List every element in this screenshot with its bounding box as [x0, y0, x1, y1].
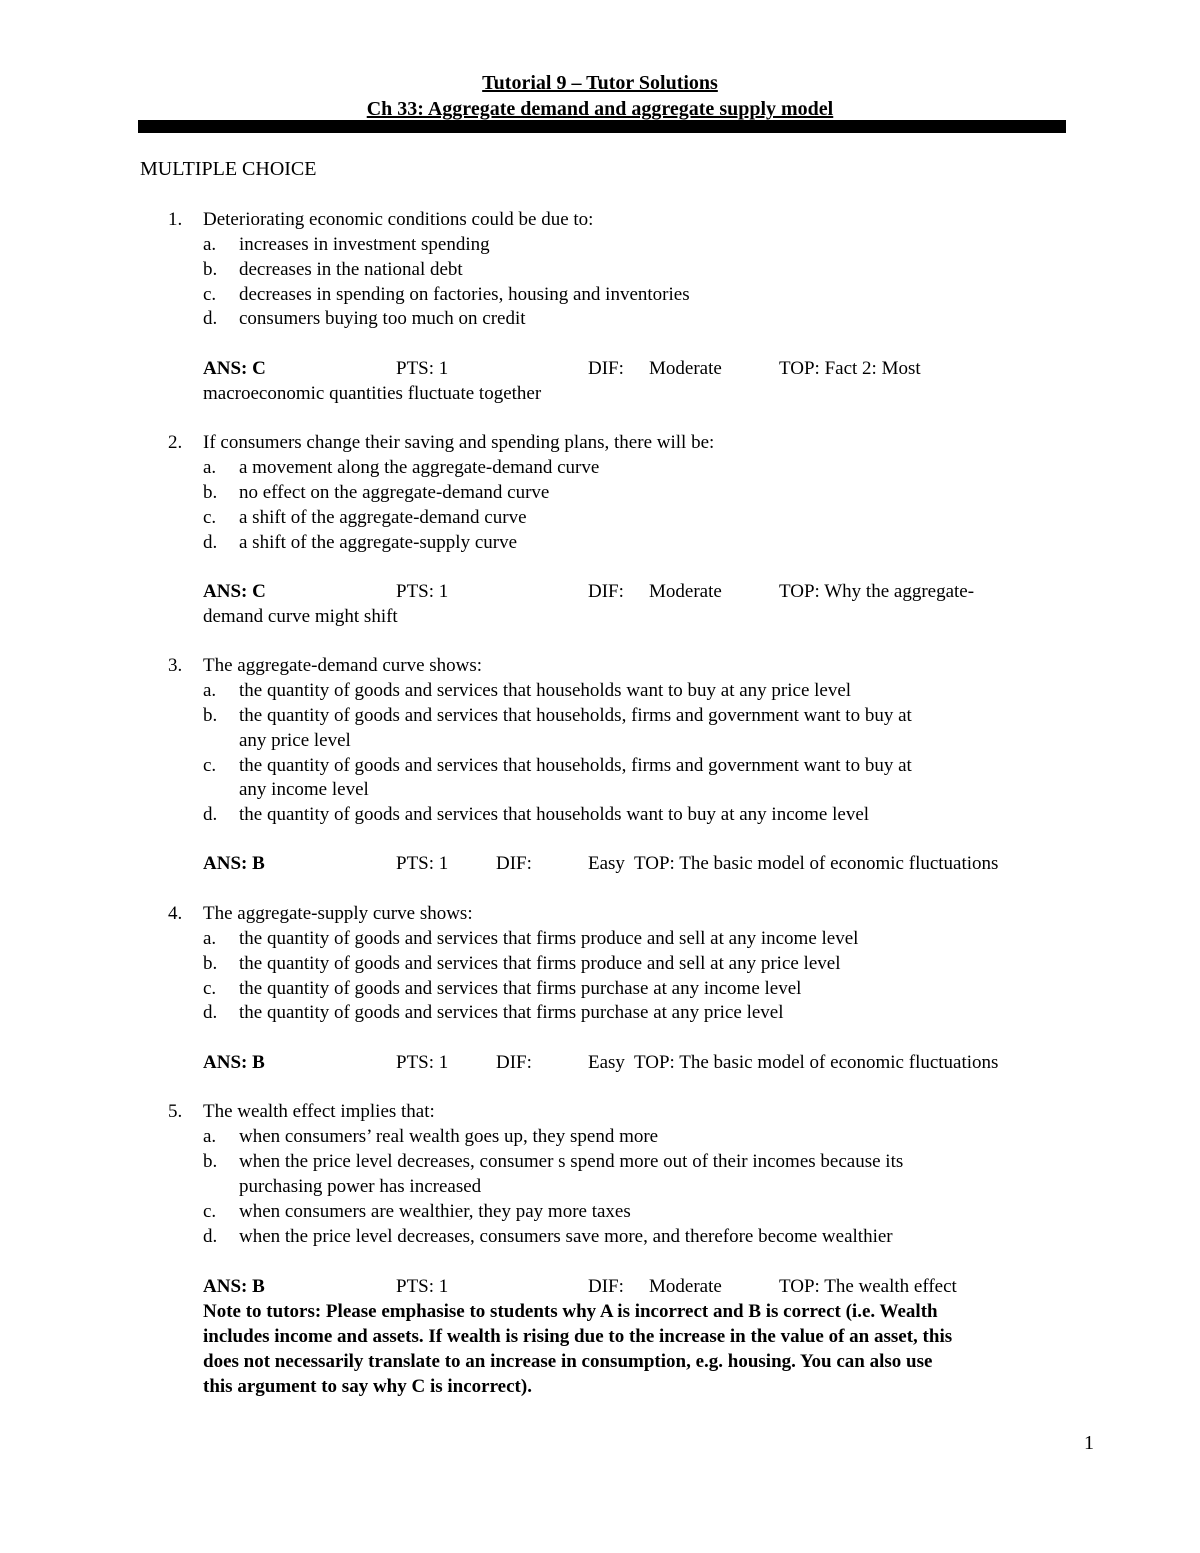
option-text: the quantity of goods and services that households, firms and government want to buy at: [239, 705, 912, 726]
header-rule: [138, 120, 1066, 133]
option-text: when consumers’ real wealth goes up, they spend more: [239, 1126, 659, 1147]
option-letter: a.: [203, 457, 217, 478]
answer-topic-continued: macroeconomic quantities fluctuate together: [203, 383, 542, 404]
question-stem: The aggregate-supply curve shows:: [203, 903, 473, 924]
option-text: when consumers are wealthier, they pay more taxes: [239, 1201, 631, 1222]
answer-points: PTS: 1: [396, 358, 449, 379]
option-text: when the price level decreases, consumer s spend more out of their incomes because its: [239, 1151, 904, 1172]
question-number: 3.: [168, 655, 183, 676]
option-text: consumers buying too much on credit: [239, 308, 526, 329]
answer-points: PTS: 1: [396, 1052, 449, 1073]
question-stem: Deteriorating economic conditions could be due to:: [203, 209, 594, 230]
option-text-continued: any price level: [239, 730, 351, 751]
page-number: 1: [1084, 1432, 1094, 1454]
option-letter: d.: [203, 804, 218, 825]
option-letter: c.: [203, 284, 217, 305]
answer-topic: TOP: The basic model of economic fluctuations: [634, 1052, 999, 1073]
option-letter: d.: [203, 532, 218, 553]
answer-points: PTS: 1: [396, 1276, 449, 1297]
option-text-continued: purchasing power has increased: [239, 1176, 482, 1197]
tutor-note-line: this argument to say why C is incorrect).: [203, 1376, 532, 1397]
option-letter: c.: [203, 755, 217, 776]
tutor-note-line: does not necessarily translate to an increase in consumption, e.g. housing. You can also use: [203, 1351, 933, 1372]
document-subtitle: Ch 33: Aggregate demand and aggregate supply model: [366, 98, 834, 120]
answer-difficulty-label: DIF:: [588, 358, 624, 379]
option-letter: b.: [203, 259, 218, 280]
option-letter: a.: [203, 928, 217, 949]
option-text: the quantity of goods and services that firms purchase at any price level: [239, 1002, 784, 1023]
option-text: when the price level decreases, consumers save more, and therefore become wealthier: [239, 1226, 893, 1247]
answer-key: ANS: C: [203, 358, 266, 379]
option-text: the quantity of goods and services that firms produce and sell at any price level: [239, 953, 841, 974]
option-letter: d.: [203, 1002, 218, 1023]
answer-key: ANS: B: [203, 1052, 265, 1073]
answer-key: ANS: B: [203, 1276, 265, 1297]
option-text: increases in investment spending: [239, 234, 490, 255]
answer-difficulty-label: DIF:: [496, 853, 532, 874]
option-text: decreases in the national debt: [239, 259, 463, 280]
answer-topic-continued: demand curve might shift: [203, 606, 398, 627]
question-number: 5.: [168, 1101, 183, 1122]
option-letter: c.: [203, 978, 217, 999]
option-text-continued: any income level: [239, 779, 369, 800]
answer-topic: TOP: Why the aggregate-: [779, 581, 975, 602]
answer-difficulty: Easy: [588, 1052, 625, 1073]
option-text: the quantity of goods and services that households want to buy at any income level: [239, 804, 870, 825]
option-text: the quantity of goods and services that households want to buy at any price level: [239, 680, 852, 701]
option-text: a shift of the aggregate-demand curve: [239, 507, 527, 528]
option-letter: b.: [203, 705, 218, 726]
question-stem: The aggregate-demand curve shows:: [203, 655, 483, 676]
option-text: no effect on the aggregate-demand curve: [239, 482, 550, 503]
option-letter: c.: [203, 507, 217, 528]
answer-difficulty: Moderate: [649, 1276, 722, 1297]
option-text: the quantity of goods and services that firms produce and sell at any income level: [239, 928, 859, 949]
answer-difficulty: Moderate: [649, 358, 722, 379]
option-letter: a.: [203, 680, 217, 701]
answer-points: PTS: 1: [396, 581, 449, 602]
answer-difficulty-label: DIF:: [588, 1276, 624, 1297]
question-number: 1.: [168, 209, 183, 230]
option-letter: a.: [203, 234, 217, 255]
answer-topic: TOP: The wealth effect: [779, 1276, 957, 1297]
answer-difficulty: Moderate: [649, 581, 722, 602]
answer-topic: TOP: The basic model of economic fluctuations: [634, 853, 999, 874]
answer-points: PTS: 1: [396, 853, 449, 874]
option-letter: c.: [203, 1201, 217, 1222]
tutor-note-line: Note to tutors: Please emphasise to students why A is incorrect and B is correct (i.e. Wealth: [203, 1301, 938, 1322]
option-letter: a.: [203, 1126, 217, 1147]
option-text: the quantity of goods and services that firms purchase at any income level: [239, 978, 802, 999]
option-letter: b.: [203, 482, 218, 503]
option-letter: d.: [203, 1226, 218, 1247]
option-letter: d.: [203, 308, 218, 329]
option-letter: b.: [203, 1151, 218, 1172]
answer-difficulty: Easy: [588, 853, 625, 874]
question-number: 4.: [168, 903, 183, 924]
answer-key: ANS: B: [203, 853, 265, 874]
option-text: decreases in spending on factories, housing and inventories: [239, 284, 690, 305]
option-text: a shift of the aggregate-supply curve: [239, 532, 518, 553]
answer-difficulty-label: DIF:: [588, 581, 624, 602]
answer-difficulty-label: DIF:: [496, 1052, 532, 1073]
section-title: MULTIPLE CHOICE: [140, 158, 317, 180]
question-number: 2.: [168, 432, 183, 453]
document-title: Tutorial 9 – Tutor Solutions: [482, 72, 718, 94]
option-letter: b.: [203, 953, 218, 974]
question-stem: The wealth effect implies that:: [203, 1101, 435, 1122]
answer-topic: TOP: Fact 2: Most: [779, 358, 921, 379]
tutor-note-line: includes income and assets. If wealth is rising due to the increase in the value of an asset, this: [203, 1326, 953, 1347]
answer-key: ANS: C: [203, 581, 266, 602]
question-stem: If consumers change their saving and spending plans, there will be:: [203, 432, 715, 453]
option-text: the quantity of goods and services that households, firms and government want to buy at: [239, 755, 912, 776]
option-text: a movement along the aggregate-demand curve: [239, 457, 600, 478]
